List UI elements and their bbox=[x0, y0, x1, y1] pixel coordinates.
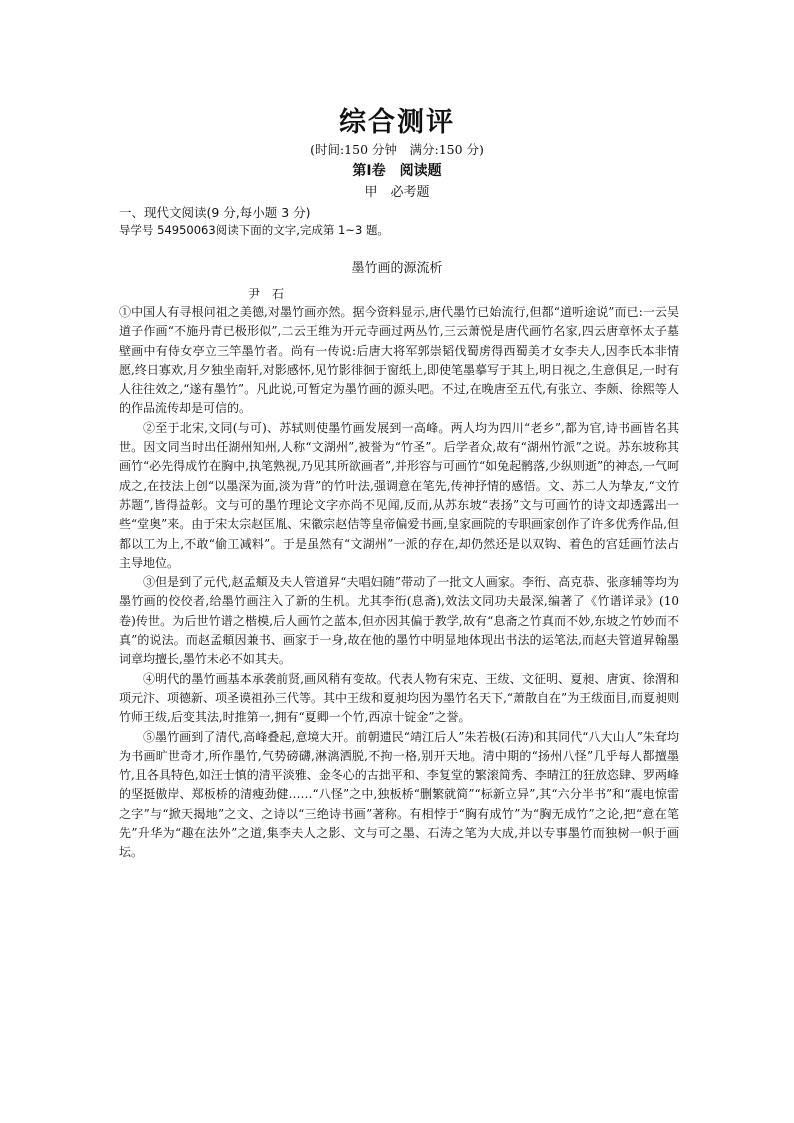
article-body bbox=[119, 303, 679, 863]
article-author: 尹 石 bbox=[248, 287, 285, 301]
paragraph-4: ④明代的墨竹画基本承袭前贤,画风稍有变故。代表人物有宋克、王绂、文征明、夏昶、唐寅、徐渭和项元汴、项德新、项圣谟祖孙三代等。其中王绂和夏昶均因为墨竹名天下,“萧散自在”为王绂面目,而夏昶则竹师王绂,后变其法,时推第一,拥有“夏卿一个竹,西凉十锭金”之誉。 bbox=[119, 671, 679, 725]
required-section-label: 甲 必考题 bbox=[364, 185, 430, 200]
article-title: 墨竹画的源流析 bbox=[351, 261, 443, 276]
instruction: 阅读下面的文字,完成第 1~3 题。 bbox=[215, 223, 389, 237]
paragraph-1: ①中国人有寻根问祖之美德,对墨竹画亦然。据今资料显示,唐代墨竹已始流行,但都“道听途说”而已:一云吴道子作画“不施丹青已极形似”,二云王维为开元寺画过两丛竹,三云萧悦是唐代画竹名家,四云唐章怀太子墓壁画中有侍女亭立三竿墨竹者。尚有一传说:后唐大将军郭崇韬伐蜀虏得西蜀美才女李夫人,因李氏本非情愿,终日寡欢,月夕独坐南轩,对影感怀,见竹影徘徊于窗纸上,即使笔墨摹写于其上,明日视之,生意俱足,一时有人往往效之,“遂有墨竹”。凡此说,可暂定为墨竹画的源头吧。不过,在晚唐至五代,有张立、李颇、徐熙等人的作品流传却是可信的。 bbox=[119, 305, 679, 416]
volume-heading: 第Ⅰ卷 阅读题 bbox=[352, 163, 442, 179]
paragraph-3: ③但是到了元代,赵孟頫及夫人管道昇“夫唱妇随”带动了一批文人画家。李衎、高克恭、张彦辅等均为墨竹画的佼佼者,给墨竹画注入了新的生机。尤其李衎(息斋),效法文同功夫最深,编著了《竹谱详录》(10 卷)传世。为后世竹谱之楷模,后人画竹之蓝本,但亦因其偏于教学,故有“息斋之竹真而不妙,东坡之竹妙而不真”的说法。而赵孟頫因兼书、画家于一身,故在他的墨竹中明显地体现出书法的运笔法,而赵夫管道昇翰墨词章均擅长,墨竹未必不如其夫。 bbox=[119, 575, 679, 667]
guide-line bbox=[119, 222, 389, 238]
paragraph-2: ②至于北宋,文同(与可)、苏轼则使墨竹画发展到一高峰。两人均为四川“老乡”,都为官,诗书画皆名其世。因文同当时出任湖州知州,人称“文湖州”,被誉为“竹圣”。后学者众,故有“湖州竹派”之说。苏东坡称其画竹“必先得成竹在胸中,执笔熟视,乃见其所欲画者”,并形容与可画竹“如兔起鹘落,少纵则逝”的神态,一气呵成之,在技法上创“以墨深为面,淡为背”的竹叶法,强调意在笔先,传神抒情的感悟。文、苏二人为挚友,“文竹苏题”,皆得益彰。文与可的墨竹理论文字亦尚不见闻,反而,从苏东坡“表扬”文与可画竹的诗文却透露出一些“堂奥”来。由于宋太宗赵匡胤、宋徽宗赵佶等皇帝偏爱书画,皇家画院的专职画家创作了许多优秀作品,但都以工为上,不敢“偷工减料”。于是虽然有“文湖州”一派的存在,却仍然还是以双钩、着色的宫廷画竹法占主导地位。 bbox=[119, 420, 679, 570]
guide-number: 导学号 54950063 bbox=[119, 223, 216, 237]
section-heading: 一、现代文阅读(9 分,每小题 3 分) bbox=[119, 205, 311, 220]
exam-time-info: (时间:150 分钟 满分:150 分) bbox=[310, 142, 484, 157]
paragraph-5: ⑤墨竹画到了清代,高峰叠起,意境大开。前朝遗民“靖江后人”朱若极(石涛)和其同代“八大山人”朱耷均为书画旷世奇才,所作墨竹,气势磅礴,淋漓洒脱,不拘一格,别开天地。清中期的“扬州八怪”几乎每人都擅墨竹,且各具特色,如汪士慎的清平淡雅、金冬心的古拙平和、李复堂的繁滚简秀、李晴江的狂放恣肆、罗两峰的坚挺傲岸、郑板桥的清瘦劲健……“八怪”之中,独板桥“删繁就简”“标新立异”,其“六分半书”和“震电惊雷之字”与“掀天揭地”之文、之诗以“三绝诗书画”著称。有相悖于“胸有成竹”为“胸无成竹”之论,把“意在笔先”升华为“趣在法外”之道,集李夫人之影、文与可之墨、石涛之笔为大成,并以专事墨竹而独树一帜于画坛。 bbox=[119, 729, 679, 860]
page-title: 综合测评 bbox=[339, 107, 455, 138]
